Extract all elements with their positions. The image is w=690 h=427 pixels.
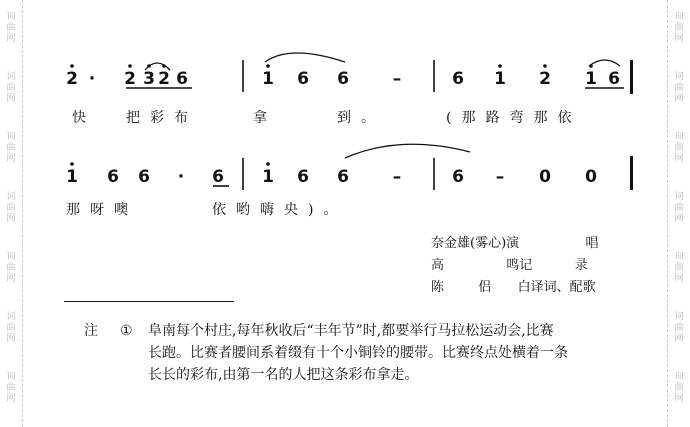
slur-line1-c bbox=[589, 60, 620, 66]
octave-dot bbox=[70, 162, 74, 166]
note-digit: · bbox=[88, 69, 96, 89]
octave-dot bbox=[266, 162, 270, 166]
credit-recorder-name: 高 bbox=[431, 258, 445, 273]
lyric-text: 把彩布 bbox=[126, 110, 198, 126]
watermark-text: 词 曲 网 bbox=[674, 132, 684, 164]
note-digit: 1 bbox=[262, 167, 274, 187]
note-digit: 6 bbox=[337, 69, 349, 89]
note-digit: 6 bbox=[138, 167, 150, 187]
lyric-text: 依哟嗨央)。 bbox=[212, 202, 348, 218]
note-digit: 2 bbox=[66, 69, 78, 89]
footnote-marker: ① bbox=[120, 323, 133, 339]
watermark-text: 词 曲 网 bbox=[6, 252, 16, 284]
footnote-rule bbox=[64, 301, 234, 302]
octave-dot bbox=[498, 64, 502, 68]
lyric-text: 拿 bbox=[253, 110, 277, 126]
note-digit: 6 bbox=[297, 167, 309, 187]
octave-dot bbox=[589, 64, 593, 68]
lyric-text: (那路弯那依 bbox=[446, 110, 582, 126]
note-digit: – bbox=[392, 167, 402, 187]
lyric-text: 快 bbox=[72, 110, 96, 126]
score-line-2 bbox=[66, 158, 597, 190]
footnote-line-2: 长跑。比赛者腰间系着缀有十个小铜铃的腰带。比赛终点处横着一条 bbox=[148, 345, 568, 361]
credit-performer-name: 奈金雄(雾心)演 bbox=[431, 236, 520, 251]
note-digit: 1 bbox=[262, 69, 274, 89]
credit-translator-name: 陈 bbox=[431, 280, 445, 295]
lyrics-line-2 bbox=[66, 202, 347, 218]
octave-dot bbox=[543, 64, 547, 68]
watermark-text: 词 曲 网 bbox=[674, 372, 684, 404]
watermark-text: 词 曲 网 bbox=[674, 312, 684, 344]
octave-dot bbox=[128, 64, 132, 68]
credit-performer bbox=[431, 232, 598, 251]
bar-line1-end bbox=[630, 60, 633, 94]
watermark-text: 词 曲 网 bbox=[6, 372, 16, 404]
watermark-text: 词 曲 网 bbox=[674, 72, 684, 104]
credit-performer-role: 唱 bbox=[585, 236, 599, 251]
note-digit: 1 bbox=[585, 69, 597, 89]
footnote-line-1: 阜南每个村庄,每年秋收后“丰年节”时,都要举行马拉松运动会,比赛 bbox=[148, 323, 554, 339]
note-digit: 2 bbox=[158, 69, 170, 89]
slur-line2 bbox=[345, 144, 470, 158]
note-digit: – bbox=[495, 167, 505, 187]
watermark-text: 词 曲 网 bbox=[674, 12, 684, 44]
watermark-text: 词 曲 网 bbox=[674, 252, 684, 284]
note-digit: 0 bbox=[539, 167, 551, 187]
lyrics-line-1 bbox=[72, 109, 581, 126]
score-line-1 bbox=[66, 60, 620, 92]
octave-dot bbox=[266, 64, 270, 68]
slur-line1-b bbox=[265, 53, 345, 62]
credit-translator bbox=[431, 276, 596, 295]
note-digit: · bbox=[177, 167, 185, 187]
credit-recorder-role: 录 bbox=[574, 258, 588, 273]
lyric-text: 那呀噢 bbox=[66, 202, 138, 218]
note-digit: 3 bbox=[143, 69, 155, 89]
footnote bbox=[84, 320, 644, 386]
credit-translator-role: 白译词、配歌 bbox=[517, 280, 596, 295]
watermark-text: 词 曲 网 bbox=[6, 12, 16, 44]
octave-dot bbox=[147, 64, 151, 68]
credit-recorder-mid: 鸣记 bbox=[506, 258, 533, 273]
note-digit: 2 bbox=[124, 69, 136, 89]
note-digit: 6 bbox=[452, 69, 464, 89]
note-digit: 1 bbox=[66, 167, 78, 187]
watermark-text: 词 曲 网 bbox=[6, 192, 16, 224]
note-digit: 6 bbox=[176, 69, 188, 89]
note-digit: 0 bbox=[585, 167, 597, 187]
footnote-label: 注 bbox=[84, 323, 98, 339]
octave-dot bbox=[70, 64, 74, 68]
note-digit: – bbox=[392, 69, 402, 89]
watermark-text: 词 曲 网 bbox=[6, 132, 16, 164]
bar-line2-end bbox=[630, 156, 633, 190]
note-digit: 6 bbox=[452, 167, 464, 187]
watermark-text: 词 曲 网 bbox=[674, 192, 684, 224]
note-digit: 6 bbox=[297, 69, 309, 89]
note-digit: 6 bbox=[608, 69, 620, 89]
note-digit: 6 bbox=[107, 167, 119, 187]
note-digit: 1 bbox=[494, 69, 506, 89]
note-digit: 2 bbox=[539, 69, 551, 89]
footnote-line-3: 长长的彩布,由第一名的人把这条彩布拿走。 bbox=[148, 367, 419, 383]
credit-recorder bbox=[431, 254, 588, 273]
note-digit: 6 bbox=[337, 167, 349, 187]
note-digit: 6 bbox=[212, 167, 224, 187]
watermark-text: 词 曲 网 bbox=[6, 72, 16, 104]
credit-translator-mid: 侣 bbox=[478, 280, 492, 295]
lyric-text: 到。 bbox=[337, 110, 385, 126]
watermark-text: 词 曲 网 bbox=[6, 312, 16, 344]
octave-dot bbox=[162, 64, 166, 68]
